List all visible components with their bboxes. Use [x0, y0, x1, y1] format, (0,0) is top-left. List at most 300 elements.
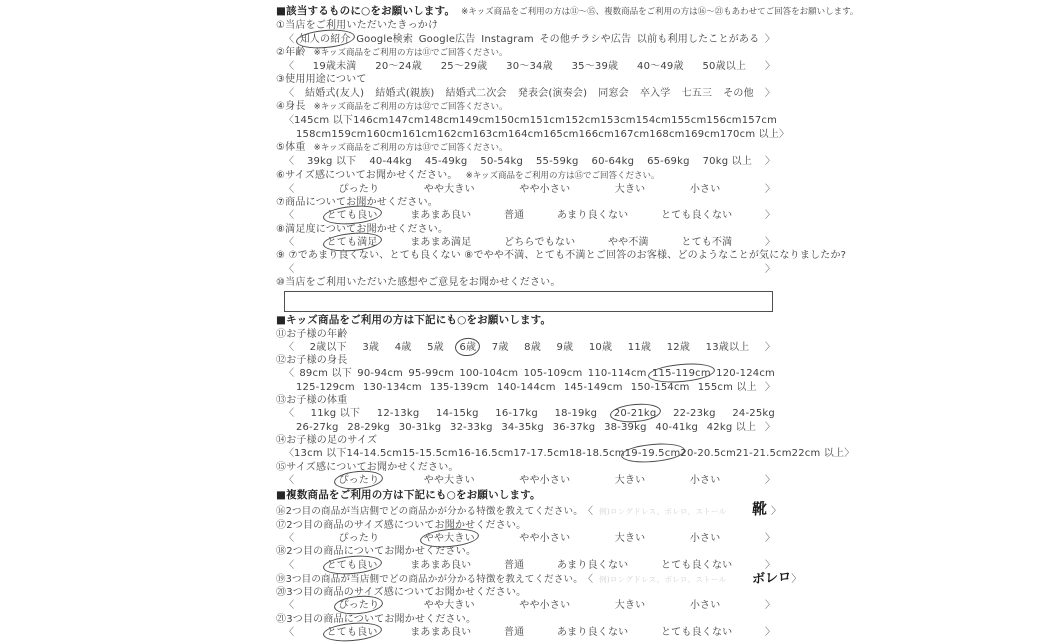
question-label: ⑳3つ目の商品のサイズ感についてお聞かせください。: [276, 587, 527, 599]
open-bracket: 〈: [284, 559, 294, 571]
option[interactable]: 156cm: [706, 115, 742, 127]
option[interactable]: 結婚式(親族): [375, 87, 435, 99]
close-bracket: 〉: [764, 87, 775, 99]
option-selected[interactable]: 6歳: [459, 341, 477, 353]
option[interactable]: あまり良くない: [556, 210, 629, 222]
option-row: [276, 532, 781, 545]
option[interactable]: 15-15.5cm: [402, 448, 458, 460]
question-label-row: [276, 141, 781, 155]
option[interactable]: 大きい: [614, 600, 646, 612]
question-label: ⑦商品についてお聞かせください。: [276, 197, 438, 209]
option[interactable]: 168cm: [649, 128, 685, 140]
question: [276, 46, 781, 74]
question-note: ※キッズ商品をご利用の方は⑪でご回答ください。: [313, 47, 508, 58]
open-bracket: 〈: [284, 408, 294, 420]
handwritten-answer: ボレロ: [752, 569, 792, 588]
option[interactable]: 30〜34歳: [506, 61, 553, 73]
section-questions: [276, 19, 847, 312]
question-body: [276, 209, 781, 222]
option[interactable]: 20-20.5cm: [680, 448, 737, 460]
answer-line: [276, 263, 781, 276]
question-label-row: [276, 569, 802, 588]
option[interactable]: 153cm: [600, 115, 636, 127]
question-label: ①当店をご利用いただいたきっかけ: [276, 20, 439, 32]
question: [276, 73, 781, 100]
question-label-row: [276, 545, 781, 558]
option-selected[interactable]: 115-119cm: [651, 368, 711, 380]
section-title: ■複数商品をご利用の方は下記にも○をお願いします。: [276, 489, 541, 502]
option[interactable]: 3歳: [362, 341, 380, 353]
option-row: [276, 447, 855, 460]
option[interactable]: 卒入学: [639, 87, 671, 99]
option[interactable]: Google広告: [418, 33, 476, 45]
option[interactable]: 152cm: [565, 115, 601, 127]
option[interactable]: 105-109cm: [523, 368, 583, 380]
question-label: ⑬お子様の体重: [276, 395, 348, 407]
option[interactable]: 32-33kg: [450, 421, 493, 433]
option-selected[interactable]: とても満足: [326, 237, 378, 249]
option[interactable]: 159cm: [331, 128, 367, 140]
option[interactable]: 158cm: [296, 128, 332, 140]
option-selected[interactable]: とても良い: [326, 210, 378, 222]
option[interactable]: 11歳: [627, 341, 652, 353]
open-bracket: 〈: [284, 61, 294, 73]
question: [276, 223, 781, 250]
handwritten-answer: 靴: [752, 499, 768, 519]
option[interactable]: 12-13kg: [376, 408, 420, 420]
option[interactable]: 146cm: [353, 115, 389, 127]
open-bracket: 〈: [582, 506, 593, 518]
question-label-row: [276, 499, 781, 519]
option[interactable]: 5歳: [427, 341, 444, 353]
question-body: [276, 155, 781, 168]
close-bracket: 〉: [764, 341, 775, 353]
option[interactable]: Instagram: [481, 33, 534, 45]
question-label: ③使用用途について: [276, 74, 367, 86]
section-multiple: [276, 489, 802, 639]
option[interactable]: 30-31kg: [398, 421, 442, 433]
close-bracket: 〉: [764, 600, 775, 612]
option[interactable]: やや小さい: [519, 600, 571, 612]
question-label-row: [276, 354, 781, 367]
option[interactable]: やや小さい: [519, 474, 571, 486]
option-row: [276, 474, 781, 487]
question: [276, 569, 802, 588]
option[interactable]: 4歳: [394, 341, 412, 353]
option-selected[interactable]: 知人の紹介: [299, 33, 351, 45]
option[interactable]: 小さい: [689, 474, 721, 486]
question-label-row: [276, 519, 781, 532]
option-row: [276, 209, 781, 222]
close-bracket: 〉: [764, 381, 775, 393]
option[interactable]: あまり良くない: [556, 627, 629, 639]
question: [276, 328, 781, 355]
question-body: [276, 33, 781, 46]
question: [276, 499, 781, 519]
option[interactable]: 165cm: [543, 128, 579, 140]
section-questions: [276, 328, 855, 488]
question: [276, 545, 781, 572]
open-bracket: 〈: [284, 532, 294, 544]
option[interactable]: その他: [723, 87, 754, 99]
question-label: ⑥サイズ感についてお聞かせください。: [276, 169, 458, 181]
option-selected[interactable]: ぴったり: [338, 474, 380, 486]
option[interactable]: 14-14.5cm: [346, 448, 403, 460]
open-bracket: 〈: [284, 600, 294, 612]
option-row: [276, 60, 781, 73]
option-row: [276, 155, 781, 168]
option[interactable]: 150cm: [494, 115, 530, 127]
option[interactable]: 24-25kg: [732, 408, 775, 420]
question-label: ⑧満足度についてお聞かせください。: [276, 223, 449, 235]
option[interactable]: 95-99cm: [408, 368, 455, 380]
option[interactable]: 145-149cm: [563, 381, 623, 393]
option[interactable]: まあまあ良い: [410, 210, 472, 222]
option[interactable]: 9歳: [556, 341, 574, 353]
question-body: [276, 87, 781, 100]
question: [276, 461, 781, 488]
option-row: [276, 33, 781, 46]
option[interactable]: やや小さい: [519, 532, 571, 544]
option[interactable]: 157cm: [741, 115, 778, 127]
question: [276, 196, 781, 223]
section-header: [276, 5, 859, 19]
option[interactable]: 20〜24歳: [375, 61, 422, 73]
question-label: ②年齢: [276, 46, 306, 58]
question: [276, 613, 781, 640]
option[interactable]: 65-69kg: [647, 156, 690, 168]
option[interactable]: 169cm: [684, 128, 720, 140]
option-row: [276, 114, 781, 127]
section-note: ※キッズ商品をご利用の方は⑪〜⑮、複数商品をご利用の方は⑯〜㉑もあわせてご回答をお願いします。: [461, 7, 859, 17]
option[interactable]: 12歳: [666, 341, 691, 353]
option[interactable]: やや大きい: [423, 600, 475, 612]
option[interactable]: 14-15kg: [436, 408, 479, 420]
option[interactable]: 120-124cm: [716, 368, 775, 380]
option[interactable]: 135-139cm: [429, 381, 489, 393]
section-header: [276, 314, 781, 327]
close-bracket: 〉: [844, 448, 855, 460]
option[interactable]: やや不満: [607, 237, 649, 249]
option[interactable]: 13歳以上: [705, 341, 750, 353]
option[interactable]: 70kg 以上: [702, 156, 753, 168]
question-body: [276, 341, 781, 354]
option-row: [276, 407, 781, 420]
close-bracket: 〉: [764, 474, 775, 486]
question: [276, 100, 790, 141]
comment-box[interactable]: [284, 291, 773, 312]
question-label-row: [276, 73, 781, 86]
option[interactable]: 140-144cm: [496, 381, 556, 393]
option[interactable]: とても良くない: [660, 210, 733, 222]
question-label-row: [276, 46, 781, 60]
question-label: ⑲3つ目の商品が当店側でどの商品かが分かる特徴を教えてください。: [276, 573, 583, 585]
option[interactable]: その他チラシや広告: [539, 33, 632, 45]
question-body: [276, 367, 781, 394]
option[interactable]: 34-35kg: [501, 421, 544, 433]
option[interactable]: まあまあ良い: [410, 627, 472, 639]
question-body: [276, 60, 781, 73]
option[interactable]: 発表会(演奏会): [517, 87, 588, 99]
option[interactable]: やや大きい: [423, 474, 475, 486]
option[interactable]: 普通: [503, 559, 525, 571]
option[interactable]: 18-19kg: [554, 408, 598, 420]
option[interactable]: 19歳未満: [312, 61, 357, 73]
option[interactable]: 145cm 以下: [294, 115, 354, 127]
question-label: ㉑3つ目の商品についてお聞かせください。: [276, 613, 477, 625]
question-label: ⑮サイズ感についてお聞かせください。: [276, 461, 459, 473]
option[interactable]: 小さい: [689, 183, 721, 195]
question-label-row: [276, 223, 781, 236]
question-label: ⑯2つ目の商品が当店側でどの商品かが分かる特徴を教えてください。: [276, 506, 583, 518]
question-body: [276, 407, 781, 434]
option[interactable]: 154cm: [635, 115, 672, 127]
question: [276, 141, 781, 169]
question-label: ⑪お子様の年齢: [276, 328, 348, 340]
answer-example-placeholder: 例)ロングドレス、ボレロ、ストール: [598, 507, 727, 517]
open-bracket: 〈: [284, 210, 294, 222]
open-bracket: 〈: [284, 237, 294, 249]
option[interactable]: 同窓会: [598, 87, 629, 99]
option-row: [276, 236, 781, 249]
option[interactable]: 以前も利用したことがある: [636, 33, 760, 45]
open-bracket: 〈: [284, 368, 294, 380]
option-row: [276, 626, 781, 639]
option[interactable]: 167cm: [613, 128, 650, 140]
option[interactable]: 18-18.5cm: [569, 448, 625, 460]
open-bracket: 〈: [284, 341, 294, 353]
question-body: [276, 236, 781, 249]
question-label-row: [276, 249, 847, 262]
close-bracket: 〉: [771, 506, 781, 518]
option[interactable]: 2歳以下: [309, 341, 347, 353]
option[interactable]: 125-129cm: [296, 381, 355, 393]
open-bracket: 〈: [284, 448, 294, 460]
question-note: ※キッズ商品をご利用の方は⑫でご回答ください。: [313, 102, 508, 113]
option[interactable]: 13cm 以下: [294, 448, 347, 460]
option[interactable]: 小さい: [689, 600, 721, 612]
option[interactable]: 110-114cm: [587, 368, 647, 380]
option[interactable]: 普通: [503, 210, 525, 222]
option[interactable]: 42kg 以上: [706, 421, 757, 433]
question-label-row: [276, 100, 781, 114]
option[interactable]: ぴったり: [338, 183, 380, 195]
question: [276, 434, 855, 461]
option[interactable]: 55-59kg: [535, 156, 579, 168]
question: [276, 19, 781, 46]
question-body: [276, 599, 781, 612]
question-label: ⑱2つ目の商品についてお聞かせください。: [276, 546, 477, 558]
option[interactable]: 163cm: [472, 128, 508, 140]
option-selected[interactable]: 20-21kg: [613, 408, 657, 420]
option-row: [276, 183, 781, 196]
option[interactable]: 39kg 以下: [306, 156, 357, 168]
option[interactable]: 35〜39歳: [571, 61, 619, 73]
section-title: ■キッズ商品をご利用の方は下記にも○をお願いします。: [276, 314, 552, 327]
option[interactable]: 結婚式(友人): [305, 87, 365, 99]
option-row: [276, 87, 781, 100]
option-selected[interactable]: やや大きい: [423, 532, 475, 544]
option[interactable]: 155cm 以上: [697, 381, 757, 393]
option[interactable]: 22cm 以上: [791, 448, 845, 460]
survey-form: [276, 5, 859, 639]
option[interactable]: やや大きい: [423, 183, 475, 195]
question-body: [276, 291, 781, 312]
question-body: [276, 626, 781, 639]
question-body: [276, 114, 790, 141]
option[interactable]: 11kg 以下: [310, 408, 361, 420]
question-label: ⑤体重: [276, 141, 306, 153]
option[interactable]: まあまあ良い: [410, 559, 472, 571]
option[interactable]: 38-39kg: [604, 421, 647, 433]
question-label-row: [276, 586, 781, 599]
question-label: ⑭お子様の足のサイズ: [276, 434, 378, 446]
option[interactable]: とても良くない: [660, 627, 733, 639]
option[interactable]: 148cm: [423, 115, 460, 127]
option[interactable]: どちらでもない: [504, 237, 576, 249]
option[interactable]: 26-27kg: [296, 421, 339, 433]
option[interactable]: 25〜29歳: [440, 61, 488, 73]
option[interactable]: 149cm: [459, 115, 495, 127]
option[interactable]: やや小さい: [519, 183, 571, 195]
option[interactable]: 150-154cm: [630, 381, 690, 393]
option[interactable]: 60-64kg: [591, 156, 635, 168]
option[interactable]: 七五三: [681, 87, 713, 99]
option[interactable]: 21-21.5cm: [736, 448, 792, 460]
option[interactable]: あまり良くない: [556, 559, 629, 571]
option[interactable]: 8歳: [524, 341, 541, 353]
question-label: ⑰2つ目の商品のサイズ感についてお聞かせください。: [276, 519, 527, 531]
option[interactable]: 50-54kg: [480, 156, 524, 168]
question-label-row: [276, 276, 781, 289]
question: [276, 249, 847, 276]
open-bracket: 〈: [284, 115, 294, 127]
option[interactable]: 89cm 以下: [299, 368, 352, 380]
question-label: ⑩当店をご利用いただいた感想やご意見をお聞かせください。: [276, 276, 561, 288]
section-header: [276, 489, 781, 502]
option[interactable]: 164cm: [507, 128, 544, 140]
option[interactable]: 155cm: [671, 115, 707, 127]
question-label-row: [276, 169, 781, 183]
option-row: [276, 559, 781, 572]
open-bracket: 〈: [284, 263, 294, 275]
option[interactable]: 161cm: [401, 128, 438, 140]
question: [276, 276, 781, 312]
option[interactable]: 大きい: [614, 183, 646, 195]
open-bracket: 〈: [284, 87, 294, 99]
close-bracket: 〉: [764, 559, 775, 571]
open-bracket: 〈: [284, 33, 294, 45]
open-bracket: 〈: [284, 627, 294, 639]
question-label-row: [276, 461, 781, 474]
question-label-row: [276, 613, 781, 626]
option-row: [276, 599, 781, 612]
option-row: [276, 128, 790, 141]
option-selected[interactable]: とても良い: [326, 627, 378, 639]
option[interactable]: 22-23kg: [673, 408, 716, 420]
option[interactable]: 10歳: [588, 341, 613, 353]
question-label-row: [276, 328, 781, 341]
question-label: ④身長: [276, 101, 306, 113]
option[interactable]: 36-37kg: [552, 421, 596, 433]
open-bracket: 〈: [284, 474, 294, 486]
close-bracket: 〉: [764, 627, 775, 639]
close-bracket: 〉: [764, 532, 775, 544]
option[interactable]: 45-49kg: [424, 156, 468, 168]
question-body: [276, 183, 781, 196]
option[interactable]: 40-41kg: [655, 421, 699, 433]
option[interactable]: 100-104cm: [459, 368, 519, 380]
answer-line: [582, 499, 781, 519]
option-selected[interactable]: ぴったり: [338, 600, 380, 612]
option[interactable]: 7歳: [491, 341, 509, 353]
question-body: [276, 532, 781, 545]
option[interactable]: 28-29kg: [347, 421, 390, 433]
question: [276, 394, 781, 434]
option[interactable]: ぴったり: [338, 532, 380, 544]
option[interactable]: Google検索: [356, 33, 414, 45]
question-body: [276, 559, 781, 572]
option[interactable]: 普通: [503, 627, 525, 639]
question-label-row: [276, 19, 781, 32]
answer-line: [582, 569, 802, 588]
option[interactable]: 166cm: [578, 128, 614, 140]
option[interactable]: 小さい: [689, 532, 721, 544]
option[interactable]: 170cm 以上: [719, 128, 780, 140]
question-label: ⑨ ⑦であまり良くない、とても良くない ⑧でやや不満、とても不満とご回答のお客様、どのようなことが気になりましたか?: [276, 250, 847, 262]
option[interactable]: 大きい: [614, 532, 646, 544]
option[interactable]: 151cm: [529, 115, 566, 127]
option[interactable]: 結婚式二次会: [445, 87, 507, 99]
question-note: ※キッズ商品をご利用の方は⑬でご回答ください。: [313, 142, 508, 153]
option[interactable]: 大きい: [614, 474, 646, 486]
close-bracket: 〉: [779, 128, 790, 140]
option[interactable]: 16-16.5cm: [457, 448, 514, 460]
question: [276, 586, 781, 613]
close-bracket: 〉: [765, 263, 775, 275]
close-bracket: 〉: [764, 421, 775, 433]
close-bracket: 〉: [791, 573, 802, 585]
option[interactable]: 16-17kg: [495, 408, 538, 420]
option[interactable]: 40-44kg: [369, 156, 412, 168]
close-bracket: 〉: [764, 183, 775, 195]
option-row: [276, 421, 781, 434]
option[interactable]: 90-94cm: [357, 368, 403, 380]
question: [276, 519, 781, 546]
section-kids: [276, 314, 855, 487]
option[interactable]: 162cm: [437, 128, 473, 140]
option[interactable]: 50歳以上: [702, 61, 747, 73]
section-title: ■該当するものに○をお願いします。: [276, 5, 456, 17]
close-bracket: 〉: [764, 33, 775, 45]
option-selected[interactable]: とても良い: [326, 559, 378, 571]
option-row: [276, 367, 781, 380]
option[interactable]: 160cm: [366, 128, 402, 140]
option[interactable]: 130-134cm: [362, 381, 422, 393]
option[interactable]: 17-17.5cm: [513, 448, 570, 460]
option-selected[interactable]: 19-19.5cm: [624, 448, 681, 460]
open-bracket: 〈: [284, 183, 294, 195]
option[interactable]: とても不満: [681, 237, 733, 249]
question-body: [276, 263, 781, 276]
section-questions: [276, 499, 802, 639]
option[interactable]: 40〜49歳: [637, 61, 684, 73]
option[interactable]: まあまあ満足: [410, 237, 472, 249]
option[interactable]: 147cm: [388, 115, 424, 127]
option[interactable]: とても良くない: [660, 559, 733, 571]
question-label-row: [276, 434, 781, 447]
question-body: [276, 447, 855, 460]
